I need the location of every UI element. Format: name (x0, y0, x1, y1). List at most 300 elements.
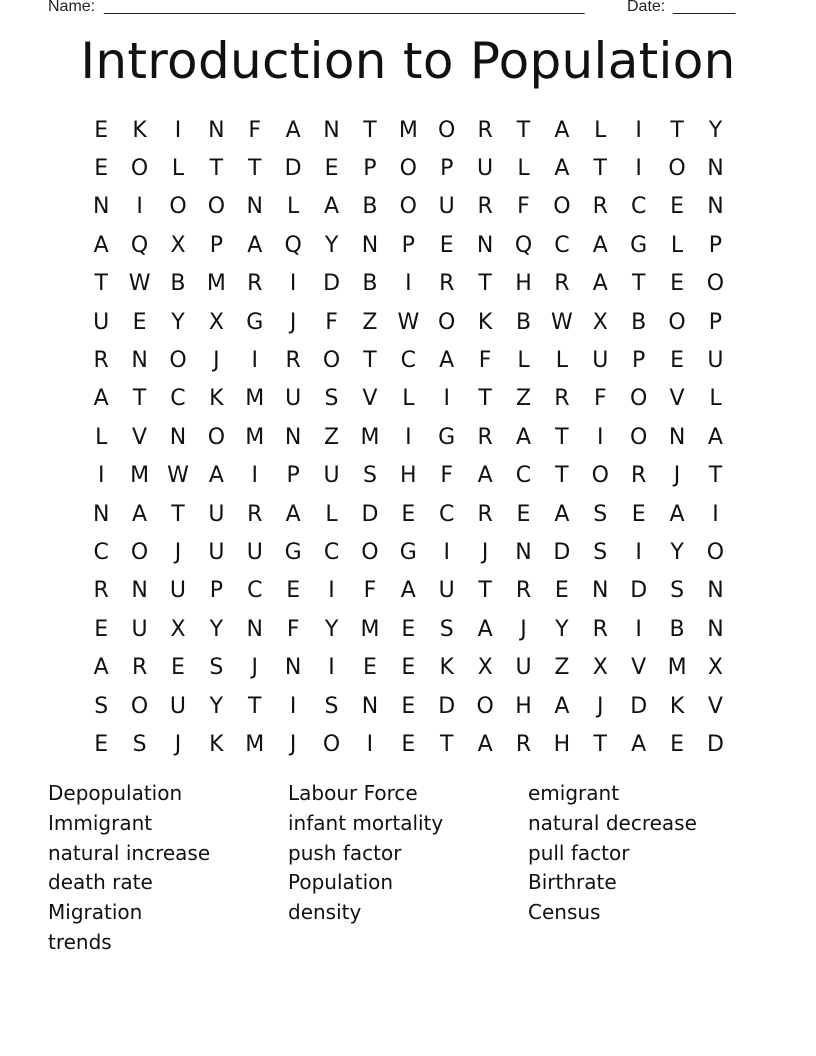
grid-letter: L (402, 386, 415, 412)
grid-letter: N (246, 616, 263, 642)
date-blank-line: _______ (673, 0, 736, 15)
word-list-item: Population (288, 870, 394, 895)
grid-letter: R (93, 348, 109, 374)
grid-letter: K (209, 731, 224, 757)
grid-letter: R (631, 463, 647, 489)
grid-letter: T (670, 117, 684, 143)
grid-letter: I (136, 194, 143, 220)
grid-letter: U (515, 655, 532, 681)
grid-letter: C (439, 501, 455, 527)
grid-letter: R (477, 194, 493, 220)
grid-letter: X (592, 655, 608, 681)
grid-letter: U (208, 501, 225, 527)
grid-letter: T (593, 731, 607, 757)
grid-letter: K (477, 309, 493, 335)
grid-letter: U (131, 616, 148, 642)
grid-letter: I (174, 117, 182, 143)
grid-letter: E (439, 232, 454, 258)
grid-letter: O (630, 424, 648, 450)
grid-letter: L (95, 424, 108, 450)
grid-letter: A (439, 348, 455, 374)
grid-letter: B (170, 271, 186, 297)
grid-letter: O (322, 348, 341, 374)
grid-letter: I (366, 731, 374, 757)
grid-letter: D (323, 271, 341, 297)
word-list-item: Migration (48, 900, 143, 925)
grid-letter: Q (284, 232, 302, 258)
grid-letter: Y (670, 539, 684, 565)
grid-letter: J (174, 731, 182, 757)
grid-letter: A (592, 232, 608, 258)
grid-letter: S (209, 655, 224, 681)
grid-letter: X (208, 309, 224, 335)
grid-letter: Y (171, 309, 185, 335)
grid-letter: L (594, 117, 607, 143)
grid-letter: U (323, 463, 340, 489)
grid-letter: E (516, 501, 531, 527)
grid-letter: U (438, 194, 455, 220)
grid-letter: D (438, 693, 456, 719)
grid-letter: I (97, 463, 105, 489)
grid-letter: L (171, 156, 185, 182)
grid-letter: G (399, 539, 417, 565)
grid-letter: N (131, 348, 148, 374)
grid-letter: T (439, 731, 454, 757)
grid-letter: V (132, 424, 148, 450)
grid-letter: K (132, 117, 147, 143)
grid-letter: J (251, 655, 258, 681)
grid-letter: C (323, 539, 340, 565)
grid-letter: J (174, 539, 182, 565)
grid-letter: Y (209, 693, 224, 719)
grid-letter: O (399, 156, 417, 182)
grid-letter: T (555, 463, 569, 489)
grid-letter: E (94, 156, 109, 182)
grid-letter: F (363, 578, 377, 604)
grid-letter: N (284, 655, 302, 681)
grid-letter: N (361, 693, 379, 719)
grid-letter: N (592, 578, 609, 604)
grid-letter: I (328, 655, 335, 681)
grid-letter: L (709, 386, 722, 412)
grid-letter: A (93, 655, 109, 681)
grid-letter: Z (515, 386, 532, 412)
grid-letter: T (478, 271, 492, 297)
grid-letter: A (93, 386, 109, 412)
grid-letter: Q (130, 232, 149, 258)
grid-letter: J (289, 309, 297, 335)
grid-letter: P (209, 232, 223, 258)
grid-letter: O (130, 539, 149, 565)
grid-letter: O (361, 539, 379, 565)
grid-letter: N (131, 578, 148, 604)
grid-letter: T (363, 117, 377, 143)
word-list-item: infant mortality (288, 810, 444, 835)
grid-letter: N (284, 424, 302, 450)
grid-letter: I (443, 386, 450, 412)
grid-letter: O (706, 539, 725, 565)
grid-letter: R (247, 271, 263, 297)
grid-letter: W (551, 309, 573, 335)
grid-letter: N (323, 117, 340, 143)
grid-letter: T (631, 271, 646, 297)
grid-letter: R (554, 271, 570, 297)
grid-letter: E (94, 616, 109, 642)
grid-letter: P (209, 578, 223, 604)
word-list-item: pull factor (528, 840, 630, 865)
grid-letter: D (706, 731, 724, 757)
grid-letter: O (207, 194, 226, 220)
grid-letter: O (591, 463, 609, 489)
grid-letter: O (322, 731, 341, 757)
word-list (48, 779, 768, 958)
grid-letter: P (632, 348, 646, 374)
grid-letter: I (635, 156, 642, 182)
grid-letter: Y (209, 616, 224, 642)
date-label: Date: (627, 0, 666, 15)
grid-letter: D (361, 501, 379, 527)
grid-letter: N (707, 156, 724, 182)
grid-letter: M (206, 271, 226, 297)
word-list-item: trends (48, 929, 112, 954)
grid-letter: T (478, 386, 492, 412)
grid-letter: N (361, 232, 379, 258)
grid-letter: T (516, 117, 531, 143)
grid-letter: I (405, 424, 412, 450)
grid-letter: C (515, 463, 532, 489)
grid-letter: N (707, 194, 724, 220)
grid-letter: E (286, 578, 301, 604)
grid-letter: S (593, 501, 608, 527)
grid-letter: I (635, 117, 642, 143)
grid-letter: J (289, 731, 297, 757)
word-list-item: death rate (48, 870, 153, 895)
grid-letter: O (668, 309, 686, 335)
grid-letter: O (399, 194, 417, 220)
grid-letter: U (208, 539, 225, 565)
grid-letter: J (673, 463, 681, 489)
grid-letter: A (285, 501, 301, 527)
grid-letter: L (670, 232, 684, 258)
grid-letter: U (592, 348, 609, 374)
grid-letter: S (94, 693, 109, 719)
grid-letter: N (92, 194, 110, 220)
grid-letter: N (668, 424, 686, 450)
grid-letter: E (401, 501, 416, 527)
grid-letter: X (170, 616, 186, 642)
grid-letter: A (669, 501, 685, 527)
grid-letter: Z (362, 309, 378, 335)
grid-letter: I (289, 693, 297, 719)
grid-letter: S (132, 731, 147, 757)
grid-letter: W (397, 309, 420, 335)
grid-letter: T (209, 156, 224, 182)
grid-letter: R (477, 424, 493, 450)
grid-letter: N (246, 194, 263, 220)
grid-letter: A (93, 232, 109, 258)
grid-letter: X (170, 232, 186, 258)
grid-letter: A (400, 578, 416, 604)
grid-letter: E (401, 655, 416, 681)
grid-letter: P (286, 463, 300, 489)
grid-letter: V (707, 693, 723, 719)
grid-letter: E (401, 693, 416, 719)
grid-letter: T (248, 156, 262, 182)
grid-letter: A (477, 616, 493, 642)
grid-letter: S (670, 578, 685, 604)
grid-letter: O (207, 424, 226, 450)
grid-letter: A (208, 463, 224, 489)
grid-letter: N (707, 616, 724, 642)
grid-letter: X (592, 309, 608, 335)
grid-letter: O (630, 386, 648, 412)
grid-letter: Z (324, 424, 340, 450)
grid-letter: M (667, 655, 687, 681)
grid-letter: N (208, 117, 225, 143)
name-label: Name: (48, 0, 96, 15)
grid-letter: I (635, 539, 642, 565)
grid-letter: M (245, 386, 265, 412)
grid-letter: F (248, 117, 262, 143)
grid-letter: I (443, 539, 450, 565)
grid-letter: M (130, 463, 150, 489)
grid-letter: D (630, 693, 648, 719)
grid-letter: U (438, 578, 455, 604)
grid-letter: T (94, 271, 108, 297)
grid-letter: O (438, 309, 456, 335)
grid-letter: S (593, 539, 608, 565)
grid-letter: O (476, 693, 494, 719)
grid-letter: F (517, 194, 530, 220)
grid-letter: S (362, 463, 377, 489)
grid-letter: Q (514, 232, 533, 258)
letter-grid (82, 111, 735, 764)
word-list-item: density (288, 900, 362, 925)
grid-letter: C (170, 386, 186, 412)
grid-letter: O (130, 693, 149, 719)
grid-letter: T (708, 463, 723, 489)
grid-letter: A (477, 731, 493, 757)
grid-letter: K (669, 693, 685, 719)
grid-letter: N (707, 578, 724, 604)
grid-letter: V (631, 655, 647, 681)
grid-letter: L (517, 348, 530, 374)
grid-letter: R (477, 501, 493, 527)
grid-letter: I (251, 463, 258, 489)
grid-letter: F (440, 463, 454, 489)
word-list-item: push factor (288, 840, 402, 865)
word-list-item: natural decrease (528, 810, 697, 835)
grid-letter: R (247, 501, 263, 527)
grid-letter: Y (555, 616, 569, 642)
grid-letter: P (363, 156, 377, 182)
grid-letter: I (597, 424, 604, 450)
grid-letter: M (360, 424, 380, 450)
grid-letter: T (171, 501, 185, 527)
grid-letter: O (130, 156, 149, 182)
grid-letter: C (247, 578, 263, 604)
word-list-item: natural increase (48, 840, 211, 865)
grid-letter: U (477, 156, 494, 182)
grid-letter: P (708, 309, 723, 335)
grid-letter: E (670, 194, 684, 220)
grid-letter: S (324, 386, 339, 412)
grid-letter: C (630, 194, 647, 220)
grid-letter: U (169, 693, 187, 719)
grid-letter: H (515, 693, 532, 719)
grid-letter: E (362, 655, 377, 681)
grid-letter: A (132, 501, 148, 527)
grid-letter: W (128, 271, 151, 297)
grid-letter: T (555, 424, 569, 450)
grid-letter: K (439, 655, 454, 681)
grid-letter: H (515, 271, 532, 297)
grid-letter: L (517, 156, 530, 182)
grid-letter: T (478, 578, 492, 604)
grid-letter: W (167, 463, 189, 489)
grid-letter: F (478, 348, 492, 374)
grid-letter: G (284, 539, 302, 565)
grid-letter: U (285, 386, 302, 412)
grid-letter: X (477, 655, 493, 681)
grid-letter: R (554, 386, 570, 412)
grid-letter: D (284, 156, 302, 182)
header (48, 0, 748, 20)
grid-letter: E (631, 501, 646, 527)
grid-letter: E (94, 731, 109, 757)
grid-letter: I (289, 271, 297, 297)
grid-letter: A (247, 232, 263, 258)
grid-letter: E (401, 731, 416, 757)
grid-letter: A (515, 424, 532, 450)
grid-letter: R (131, 655, 148, 681)
word-list-item: Census (528, 900, 601, 925)
grid-letter: O (169, 348, 187, 374)
word-list-item: Depopulation (48, 781, 183, 805)
grid-letter: Y (324, 616, 339, 642)
grid-letter: E (401, 616, 416, 642)
grid-letter: A (285, 117, 301, 143)
grid-letter: M (245, 731, 265, 757)
grid-letter: A (324, 194, 340, 220)
grid-letter: E (171, 655, 185, 681)
grid-letter: T (132, 386, 147, 412)
grid-letter: R (285, 348, 301, 374)
grid-letter: R (592, 616, 608, 642)
grid-letter: C (554, 232, 570, 258)
grid-letter: E (670, 271, 684, 297)
grid-letter: X (707, 655, 723, 681)
name-blank-line: ______________________________________________________ (104, 0, 585, 15)
grid-letter: Y (324, 232, 339, 258)
grid-letter: E (554, 578, 569, 604)
grid-letter: T (363, 348, 377, 374)
grid-letter: V (669, 386, 685, 412)
grid-letter: A (592, 271, 608, 297)
grid-letter: P (401, 232, 415, 258)
grid-letter: N (476, 232, 494, 258)
grid-letter: A (554, 693, 570, 719)
grid-letter: C (400, 348, 416, 374)
grid-letter: R (477, 117, 493, 143)
grid-letter: P (708, 232, 723, 258)
grid-letter: E (670, 731, 684, 757)
grid-letter: B (362, 271, 378, 297)
grid-letter: A (554, 117, 570, 143)
grid-letter: Y (708, 117, 723, 143)
grid-letter: A (631, 731, 647, 757)
grid-letter: A (554, 501, 570, 527)
grid-letter: M (398, 117, 418, 143)
word-list-item: Birthrate (528, 870, 617, 895)
grid-letter: H (553, 731, 571, 757)
grid-letter: G (438, 424, 456, 450)
grid-letter: F (593, 386, 607, 412)
grid-letter: B (515, 309, 532, 335)
grid-letter: J (520, 616, 527, 642)
grid-letter: S (439, 616, 454, 642)
grid-letter: G (630, 232, 648, 258)
grid-letter: H (400, 463, 417, 489)
grid-letter: O (438, 117, 456, 143)
grid-letter: V (362, 386, 378, 412)
grid-letter: L (287, 194, 300, 220)
grid-letter: F (325, 309, 338, 335)
grid-letter: I (251, 348, 258, 374)
grid-letter: C (93, 539, 109, 565)
grid-letter: R (592, 194, 608, 220)
grid-letter: O (706, 271, 725, 297)
grid-letter: I (328, 578, 335, 604)
grid-letter: U (707, 348, 724, 374)
grid-letter: M (245, 424, 265, 450)
grid-letter: Z (554, 655, 570, 681)
grid-letter: D (553, 539, 571, 565)
grid-letter: S (324, 693, 339, 719)
grid-letter: J (213, 348, 220, 374)
grid-letter: I (635, 616, 642, 642)
grid-letter: R (439, 271, 455, 297)
grid-letter: A (554, 156, 570, 182)
grid-letter: L (555, 348, 569, 374)
grid-letter: J (481, 539, 489, 565)
grid-letter: N (92, 501, 110, 527)
grid-letter: U (93, 309, 110, 335)
grid-letter: J (597, 693, 604, 719)
grid-letter: O (169, 194, 187, 220)
grid-letter: I (712, 501, 719, 527)
grid-letter: U (169, 578, 187, 604)
word-list-item: Labour Force (288, 781, 418, 805)
grid-letter: R (93, 578, 109, 604)
grid-letter: A (477, 463, 493, 489)
grid-letter: R (515, 578, 532, 604)
grid-letter: L (325, 501, 338, 527)
grid-letter: D (630, 578, 648, 604)
grid-letter: R (515, 731, 532, 757)
grid-letter: N (169, 424, 187, 450)
grid-letter: O (668, 156, 686, 182)
grid-letter: B (362, 194, 378, 220)
grid-letter: U (246, 539, 263, 565)
grid-letter: N (515, 539, 532, 565)
word-list-item: emigrant (528, 781, 620, 805)
grid-letter: A (707, 424, 723, 450)
page-title: Introduction to Population (80, 32, 736, 90)
grid-letter: M (360, 616, 380, 642)
grid-letter: P (440, 156, 454, 182)
grid-letter: T (248, 693, 262, 719)
